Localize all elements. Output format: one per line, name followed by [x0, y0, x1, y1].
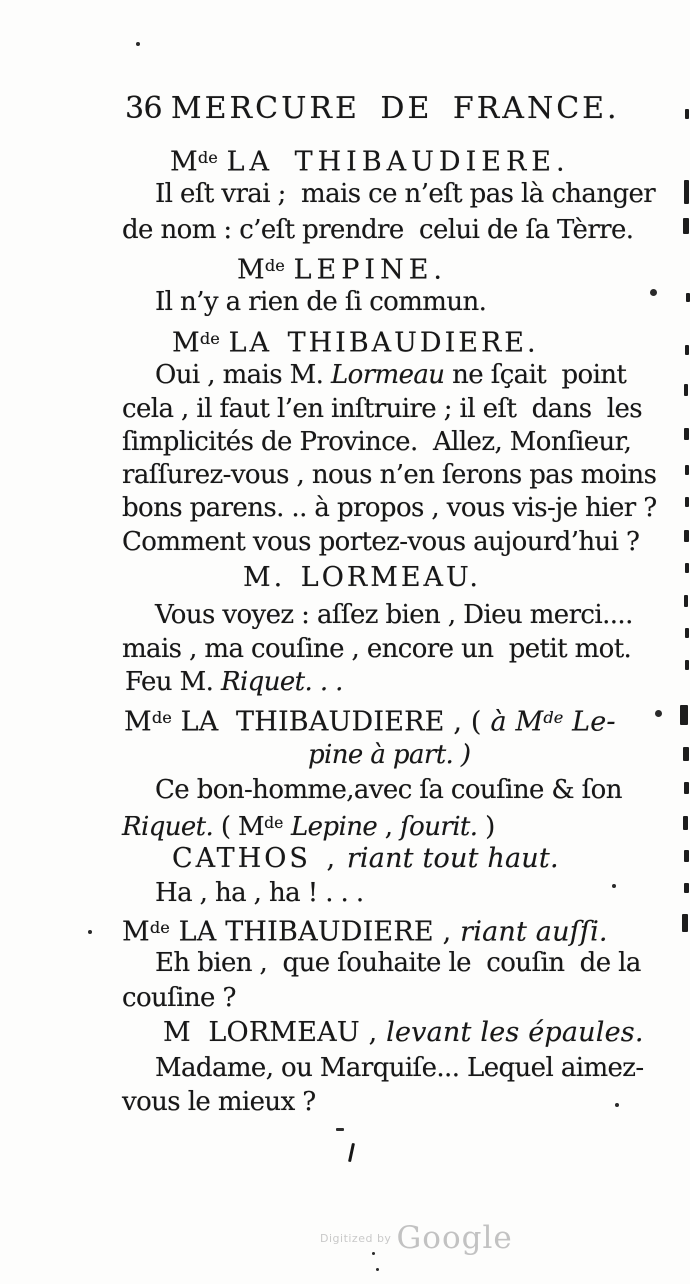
text-line: [122, 913, 608, 947]
text-run: ſimplicités de Province. Allez, Monſieur,: [122, 427, 632, 457]
binding-ink-mark: [685, 345, 689, 355]
text-run: de: [197, 148, 218, 167]
text-run: Il eſt vrai ; mais ce n’eſt pas là changer: [155, 179, 656, 209]
text-run: de: [151, 708, 172, 727]
text-run: MERCURE DE FRANCE.: [170, 91, 620, 126]
text-run: Il n’y a rien de ſi commun.: [155, 287, 487, 317]
text-run: M: [122, 916, 150, 948]
google-watermark: [320, 1220, 513, 1256]
binding-ink-mark: [684, 428, 689, 440]
text-line: [125, 667, 343, 697]
ink-speck: [655, 710, 662, 717]
text-run: Ha , ha , ha ! . . .: [155, 878, 364, 908]
ink-speck: [650, 289, 657, 296]
text-run: Lepine: [290, 812, 378, 843]
text-line: [308, 740, 470, 770]
text-run: LA THIBAUDIERE.: [228, 327, 539, 359]
text-line: [170, 143, 570, 177]
text-run: mais , ma couſine , encore un petit mot.: [122, 634, 632, 664]
ink-speck: [376, 1268, 379, 1271]
text-run: Lormeau: [331, 360, 445, 390]
text-line: [155, 179, 655, 209]
text-line: [125, 91, 620, 126]
text-run: [218, 146, 227, 177]
text-run: M: [237, 254, 265, 286]
text-line: [122, 394, 642, 424]
text-run: [283, 812, 291, 842]
text-line: [155, 360, 626, 390]
binding-ink-mark: [683, 816, 688, 830]
text-run: Le-: [563, 706, 616, 738]
text-run: cela , il faut l’en inſtruire ; il eſt dans les: [122, 394, 643, 424]
text-line: [172, 324, 539, 358]
binding-ink-mark: [685, 563, 689, 573]
binding-ink-mark: [684, 883, 689, 893]
ink-slash-mark: [348, 1143, 355, 1162]
binding-ink-mark: [682, 914, 688, 932]
text-run: LA THIBAUDIERE.: [226, 146, 570, 178]
text-run: vous le mieux ?: [122, 1087, 316, 1117]
text-run: Madame, ou Marquiſe... Lequel aimez-: [155, 1053, 644, 1083]
text-run: à M: [490, 706, 544, 738]
ink-speck: [88, 930, 92, 934]
text-line: [155, 287, 486, 317]
text-run: [220, 327, 229, 358]
text-run: LEPINE.: [293, 254, 447, 286]
text-run: Riquet. . .: [220, 667, 343, 697]
text-line: [122, 215, 633, 245]
ink-dash-mark: [336, 1128, 344, 1131]
text-run: Comment vous portez-vous aujourd’hui ?: [122, 527, 640, 557]
binding-ink-mark: [683, 747, 689, 761]
text-line: [155, 775, 622, 805]
binding-ink-mark: [683, 218, 689, 234]
text-run: de: [199, 329, 220, 348]
binding-ink-mark: [685, 660, 689, 670]
binding-ink-mark: [686, 293, 690, 302]
text-run: M. LORMEAU.: [243, 562, 481, 593]
text-line: [122, 493, 657, 523]
text-run: raſſurez-vous , nous n’en ſerons pas moins: [122, 460, 657, 490]
text-run: ne ſçait point: [444, 360, 627, 390]
text-run: M: [170, 146, 198, 178]
text-run: M LORMEAU ,: [163, 1017, 387, 1048]
text-run: de: [264, 814, 284, 832]
binding-ink-mark: [684, 180, 689, 204]
binding-ink-mark: [685, 109, 689, 119]
text-run: ): [477, 812, 495, 843]
text-line: [172, 844, 559, 874]
text-run: 36: [125, 91, 171, 126]
text-run: ( M: [213, 812, 265, 843]
text-run: riant tout haut.: [338, 843, 559, 874]
text-run: Eh bien , que ſouhaite le couſin de la: [155, 948, 641, 978]
text-run: de: [264, 256, 285, 275]
text-line: [122, 460, 656, 490]
text-run: pine à part. ): [308, 740, 471, 770]
text-run: LA THIBAUDIERE , (: [171, 706, 491, 738]
binding-ink-mark: [685, 497, 689, 507]
text-line: [122, 527, 639, 557]
ink-speck: [615, 1103, 619, 1107]
text-run: LA THIBAUDIERE ,: [169, 916, 461, 948]
text-run: M: [124, 706, 152, 738]
text-run: de: [543, 708, 564, 727]
ink-speck: [612, 884, 616, 888]
text-run: de: [149, 918, 170, 937]
text-line: [155, 878, 364, 908]
text-line: [124, 703, 616, 737]
text-run: Ce bon-homme,avec ſa couſine & ſon: [155, 775, 622, 805]
text-line: [122, 1087, 316, 1117]
binding-ink-mark: [684, 595, 688, 607]
text-run: Oui , mais M.: [155, 360, 331, 390]
binding-ink-mark: [685, 628, 689, 638]
text-line: [163, 1018, 644, 1048]
text-run: M: [172, 327, 200, 359]
text-run: riant auſſi.: [460, 916, 608, 948]
text-run: ſourit.: [400, 812, 478, 843]
text-run: couſine ?: [122, 983, 236, 1013]
text-line: [155, 600, 633, 630]
binding-ink-mark: [684, 850, 689, 862]
binding-ink-mark: [684, 530, 689, 542]
text-line: [155, 1053, 644, 1083]
binding-ink-mark: [684, 384, 688, 396]
text-run: Feu M.: [125, 667, 221, 697]
text-run: CATHOS ,: [172, 843, 339, 874]
binding-ink-mark: [684, 782, 689, 794]
text-run: ,: [377, 812, 401, 843]
text-run: de nom : c’eſt prendre celui de ſa Tèrre.: [122, 215, 634, 245]
text-run: Riquet.: [122, 812, 214, 843]
text-run: Vous voyez : aſſez bien , Dieu merci....: [155, 600, 633, 630]
text-line: [122, 808, 495, 842]
google-logo: Google: [396, 1220, 513, 1256]
text-line: [122, 983, 236, 1013]
binding-ink-mark: [680, 705, 688, 725]
text-line: [243, 563, 481, 593]
text-line: [155, 948, 641, 978]
text-line: [122, 634, 631, 664]
watermark-prefix: Digitized by: [320, 1232, 392, 1245]
text-line: [122, 427, 631, 457]
binding-ink-mark: [685, 465, 689, 475]
text-run: levant les épaules.: [386, 1017, 644, 1048]
text-run: [285, 254, 294, 285]
text-line: [237, 251, 447, 285]
text-run: bons parens. .. à propos , vous vis-je hier ?: [122, 493, 657, 523]
ink-speck: [136, 42, 140, 46]
